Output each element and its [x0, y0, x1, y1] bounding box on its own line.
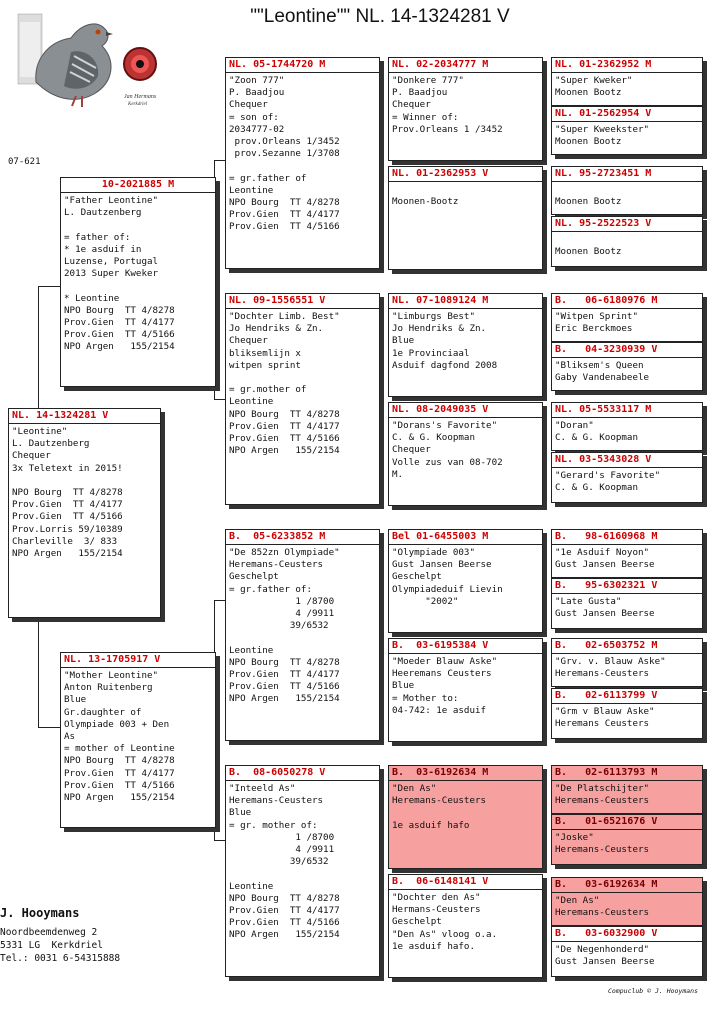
ring-number: B. 04-3230939 V [555, 344, 658, 355]
ring-number: B. 03-6195384 V [392, 640, 489, 651]
pigeon-details: "1e Asduif Noyon" Gust Jansen Beerse [555, 547, 655, 571]
pedigree-card-father [60, 177, 216, 387]
credit-label: Compuclub © J. Hooymans [608, 987, 699, 995]
pedigree-card-mf [225, 529, 380, 741]
owner-name: J. Hooymans [0, 906, 80, 920]
ring-number: NL. 09-1556551 V [229, 295, 326, 306]
pigeon-details: "Super Kweker" Moonen Bootz [555, 75, 633, 99]
pigeon-details: Moonen Bootz [555, 246, 622, 258]
pedigree-card-g4 [551, 216, 703, 267]
pigeon-details: "Den As" Heremans-Ceusters 1e asduif hafo [392, 783, 487, 831]
ring-number: NL. 05-5533117 M [555, 404, 652, 415]
ring-number: B. 03-6032900 V [555, 928, 658, 939]
ring-number: NL. 95-2522523 V [555, 218, 652, 229]
pigeon-details: "Witpen Sprint" Eric Berckmoes [555, 311, 638, 335]
pigeon-details: "Moeder Blauw Aske" Heeremans Ceusters Blue = Mother to: 04-742: 1e asduif [392, 656, 498, 716]
pedigree-card-g8 [551, 452, 703, 503]
pedigree-card-g11 [551, 638, 703, 687]
pedigree-card-mm [225, 765, 380, 977]
svg-text:Jan Hermans: Jan Hermans [124, 94, 157, 100]
owner-address: Noordbeemdenweg 2 5331 LG Kerkdriel Tel.: 0031 6-54315888 [0, 927, 121, 964]
pedigree-card-g5 [551, 293, 703, 342]
pigeon-details: "Dochter Limb. Best" Jo Hendriks & Zn. Chequer bliksemlijn x witpen sprint = gr.mother of Leontine NPO Bourg TT 4/8278 Prov.Gien TT 4/4177 Prov.Gien TT 4/5166 NPO Argen 155/2154 [229, 311, 340, 457]
pedigree-card-mmm [388, 874, 543, 978]
pigeon-details: "Father Leontine" L. Dautzenberg = father of: * 1e asduif in Luzense, Portugal 2013 Super Kweker * Leontine NPO Bourg TT 4/8278 Prov.Gien TT 4/4177 Prov.Gien TT 4/5166 NPO Argen 155/2154 [64, 195, 175, 353]
pedigree-card-mff [388, 529, 543, 633]
pedigree-card-g7 [551, 402, 703, 451]
pigeon-details: "Joske" Heremans-Ceusters [555, 832, 650, 856]
ring-number: NL. 01-2562954 V [555, 108, 652, 119]
pedigree-card-mfm [388, 638, 543, 742]
pedigree-card-g2 [551, 106, 703, 155]
ring-number: NL. 02-2034777 M [392, 59, 489, 70]
connector-line [38, 286, 62, 287]
pedigree-card-fmf [388, 293, 543, 397]
pedigree-card-subject [8, 408, 161, 618]
connector-line [38, 727, 62, 728]
pigeon-details: "De 852zn Olympiade" Heremans-Ceusters Geschelpt = gr.father of: 1 /8700 4 /9911 39/6532 Leontine NPO Bourg TT 4/8278 Prov.Gien TT 4/4177 Prov.Gien TT 4/5166 NPO Argen 155/2154 [229, 547, 340, 705]
ring-number: B. 95-6302321 V [555, 580, 658, 591]
ring-number: B. 98-6160968 M [555, 531, 658, 542]
pigeon-details: "Grm v Blauw Aske" Heremans Ceusters [555, 706, 655, 730]
pigeon-details: Moonen-Bootz [392, 196, 459, 208]
pedigree-card-g1 [551, 57, 703, 106]
pedigree-card-g14 [551, 814, 703, 865]
ring-number: NL. 08-2049035 V [392, 404, 489, 415]
svg-text:Kerkdriel: Kerkdriel [128, 102, 148, 107]
pedigree-card-g13 [551, 765, 703, 814]
pigeon-details: "De Platschijter" Heremans-Ceusters [555, 783, 650, 807]
pigeon-details: "Olympiade 003" Gust Jansen Beerse Geschelpt Olympiadeduif Lievin "2002" [392, 547, 503, 607]
pedigree-card-g3 [551, 166, 703, 215]
ring-number: B. 03-6192634 M [392, 767, 489, 778]
pigeon-details: "Den As" Heremans-Ceusters [555, 895, 650, 919]
ring-number: NL. 13-1705917 V [64, 654, 161, 665]
logo [16, 12, 166, 110]
ring-number: B. 02-6503752 M [555, 640, 658, 651]
pigeon-details: "Inteeld As" Heremans-Ceusters Blue = gr. mother of: 1 /8700 4 /9911 39/6532 Leontine NPO Bourg TT 4/8278 Prov.Gien TT 4/4177 Prov.Gien TT 4/5166 NPO Argen 155/2154 [229, 783, 340, 941]
pigeon-details: "Leontine" L. Dautzenberg Chequer 3x Teletext in 2015! NPO Bourg TT 4/8278 Prov.Gien TT 4/4177 Prov.Gien TT 4/5166 Prov.Lorris 59/10389 Charleville 3/ 833 NPO Argen 155/2154 [12, 426, 123, 560]
connector-line [38, 620, 39, 728]
pigeon-details: "Zoon 777" P. Baadjou Chequer = son of: 2034777-02 prov.Orleans 1/3452 prov.Sezanne 1/3708 = gr.father of Leontine NPO Bourg TT 4/8278 Prov.Gien TT 4/4177 Prov.Gien TT 4/5166 [229, 75, 340, 233]
ring-number: B. 06-6180976 M [555, 295, 658, 306]
pigeon-details: "Gerard's Favorite" C. & G. Koopman [555, 470, 661, 494]
ring-number: B. 02-6113793 M [555, 767, 658, 778]
pigeon-details: "Limburgs Best" Jo Hendriks & Zn. Blue 1e Provinciaal Asduif dagfond 2008 [392, 311, 498, 371]
ring-number: NL. 95-2723451 M [555, 168, 652, 179]
ring-number: B. 08-6050278 V [229, 767, 326, 778]
pedigree-card-ff [225, 57, 380, 269]
ring-number: NL. 01-2362952 M [555, 59, 652, 70]
pigeon-details: "Super Kweekster" Moonen Bootz [555, 124, 650, 148]
ring-number: NL. 03-5343028 V [555, 454, 652, 465]
pigeon-details: "Dorans's Favorite" C. & G. Koopman Chequer Volle zus van 08-702 M. [392, 420, 503, 480]
pedigree-card-g10 [551, 578, 703, 629]
ring-number: NL. 07-1089124 M [392, 295, 489, 306]
code-label: 07-621 [8, 157, 41, 167]
pedigree-card-g12 [551, 688, 703, 739]
pigeon-details: Moonen Bootz [555, 196, 622, 208]
pigeon-icon [16, 12, 166, 110]
pigeon-details: "Donkere 777" P. Baadjou Chequer = Winner of: Prov.Orleans 1 /3452 [392, 75, 503, 135]
pigeon-details: "De Negenhonderd" Gust Jansen Beerse [555, 944, 655, 968]
ring-number: NL. 05-1744720 M [229, 59, 326, 70]
pigeon-details: "Dochter den As" Hermans-Ceusters Geschelpt "Den As" vloog o.a. 1e asduif hafo. [392, 892, 498, 952]
pigeon-details: "Mother Leontine" Anton Ruitenberg Blue Gr.daughter of Olympiade 003 + Den As = mother of Leontine NPO Bourg TT 4/8278 Prov.Gien TT 4/4177 Prov.Gien TT 4/5166 NPO Argen 155/2154 [64, 670, 175, 804]
pedigree-card-fm [225, 293, 380, 505]
ring-number: B. 01-6521676 V [555, 816, 658, 827]
pigeon-details: "Grv. v. Blauw Aske" Heremans-Ceusters [555, 656, 666, 680]
pedigree-card-fff [388, 57, 543, 161]
ring-number: NL. 01-2362953 V [392, 168, 489, 179]
page-title: ""Leontine"" NL. 14-1324281 V [250, 6, 510, 27]
pedigree-card-mother [60, 652, 216, 828]
connector-line [38, 286, 39, 411]
ring-number: B. 02-6113799 V [555, 690, 658, 701]
pigeon-details: "Doran" C. & G. Koopman [555, 420, 638, 444]
ring-number: B. 03-6192634 M [555, 879, 658, 890]
pedigree-card-g6 [551, 342, 703, 391]
ring-number: 10-2021885 M [101, 179, 175, 190]
pigeon-details: "Bliksem's Queen Gaby Vandenabeele [555, 360, 650, 384]
pedigree-card-g15 [551, 877, 703, 926]
pedigree-card-g16 [551, 926, 703, 977]
ring-number: B. 06-6148141 V [392, 876, 489, 887]
ring-number: Bel 01-6455003 M [392, 531, 489, 542]
pedigree-card-fmm [388, 402, 543, 506]
pigeon-details: "Late Gusta" Gust Jansen Beerse [555, 596, 655, 620]
ring-number: NL. 14-1324281 V [12, 410, 109, 421]
pedigree-card-mmf [388, 765, 543, 869]
pedigree-card-ffm [388, 166, 543, 270]
ring-number: B. 05-6233852 M [229, 531, 326, 542]
pedigree-card-g9 [551, 529, 703, 578]
